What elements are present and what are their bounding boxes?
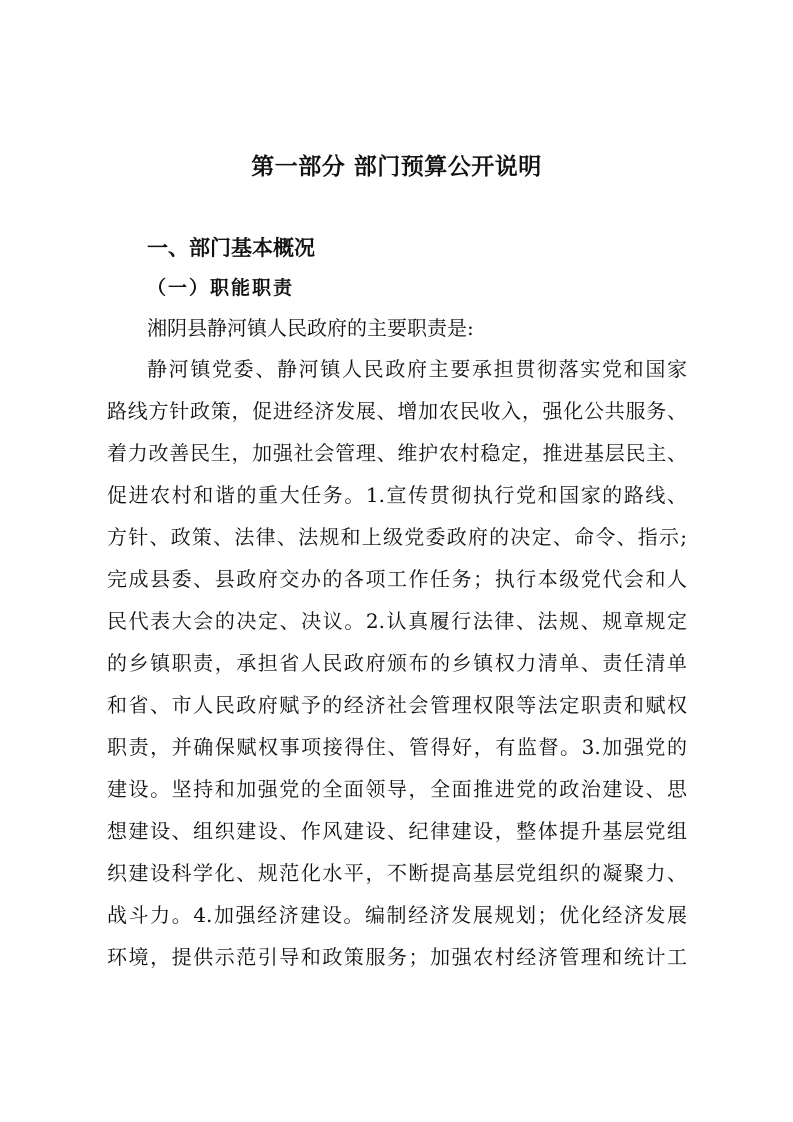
- body-line: 方针、政策、法律、法规和上级党委政府的决定、命令、指示;: [107, 525, 687, 549]
- body-line: 和省、市人民政府赋予的经济社会管理权限等法定职责和赋权: [107, 693, 687, 717]
- body-line: 织建设科学化、规范化水平，不断提高基层党组织的凝聚力、: [107, 861, 687, 885]
- body-line: 完成县委、县政府交办的各项工作任务；执行本级党代会和人: [107, 567, 687, 591]
- body-line: 环境，提供示范引导和政策服务；加强农村经济管理和统计工: [107, 945, 687, 969]
- body-line: 民代表大会的决定、决议。2.认真履行法律、法规、规章规定: [107, 609, 687, 633]
- intro-paragraph: 湘阴县静河镇人民政府的主要职责是:: [147, 316, 474, 340]
- body-line: 静河镇党委、静河镇人民政府主要承担贯彻落实党和国家: [147, 357, 687, 381]
- body-line: 建设。坚持和加强党的全面领导，全面推进党的政治建设、思: [107, 777, 687, 801]
- body-line: 战斗力。4.加强经济建设。编制经济发展规划；优化经济发展: [107, 903, 687, 927]
- section-heading: 一、部门基本概况: [147, 236, 315, 260]
- body-line: 的乡镇职责，承担省人民政府颁布的乡镇权力清单、责任清单: [107, 651, 687, 675]
- body-line: 职责，并确保赋权事项接得住、管得好，有监督。3.加强党的: [107, 735, 687, 759]
- page-title: 第一部分 部门预算公开说明: [251, 154, 542, 180]
- body-line: 想建设、组织建设、作风建设、纪律建设，整体提升基层党组: [107, 819, 687, 843]
- subsection-heading: （一）职能职责: [147, 277, 295, 299]
- body-line: 促进农村和谐的重大任务。1.宣传贯彻执行党和国家的路线、: [107, 483, 687, 507]
- body-line: 着力改善民生，加强社会管理、维护农村稳定，推进基层民主、: [107, 441, 687, 465]
- body-line: 路线方针政策，促进经济发展、增加农民收入，强化公共服务、: [107, 399, 687, 423]
